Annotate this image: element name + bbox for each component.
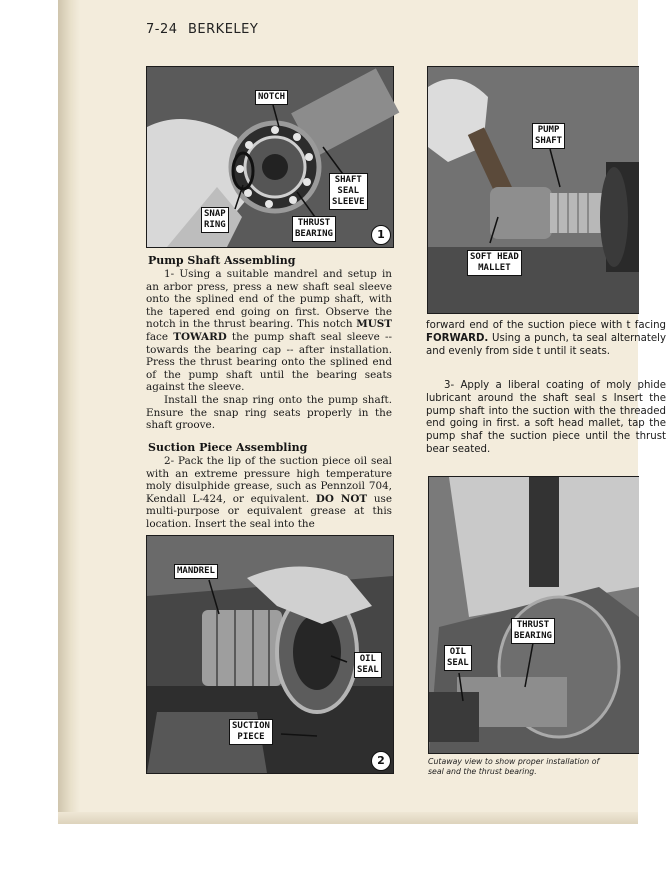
figure-4-drawing bbox=[429, 477, 639, 753]
emphasis-forward: FORWARD. bbox=[426, 332, 489, 344]
text-run: forward end of the suction piece with t facing bbox=[426, 320, 666, 331]
callout-pump-shaft: PUMP SHAFT bbox=[532, 123, 565, 149]
binding-shadow bbox=[58, 0, 80, 824]
callout-notch: NOTCH bbox=[255, 90, 288, 105]
figure-2-number: 2 bbox=[371, 751, 391, 771]
callout-soft-head-mallet: SOFT HEAD MALLET bbox=[467, 250, 522, 276]
figure-4-caption: Cutaway view to show proper installation of seal and the thrust bearing. bbox=[428, 757, 600, 776]
callout-suction-piece: SUCTION PIECE bbox=[229, 719, 273, 745]
callout-thrust-bearing: THRUST BEARING bbox=[292, 216, 336, 242]
text-run: Using a punch, ta seal alternately and evenly from side t until it seats. bbox=[426, 332, 666, 357]
text-run: the pump shaft seal sleeve -- towards the bearing cap -- after installation. Press the thrust bearing onto the splined end of the pump shaft until the bearing seats against the sleeve. bbox=[146, 330, 393, 394]
text-run: 1- Using a suitable mandrel and setup in an arbor press, press a new shaft seal sleeve onto the splined end of the pump shaft, with the tapered end going on first. Observe the notch in the thrust bearing. This notch bbox=[146, 268, 392, 331]
text-run: use multi-purpose or equivalent grease at this location. Insert the seal into the bbox=[146, 492, 393, 530]
callout-shaft-seal-sleeve: SHAFT SEAL SLEEVE bbox=[329, 173, 368, 210]
callout-snap-ring: SNAP RING bbox=[201, 207, 229, 233]
callout-mandrel: MANDREL bbox=[174, 564, 218, 579]
paragraph-step-3: 3- Apply a liberal coating of moly phide lubricant around the shaft seal s Insert the pump shaft into the suction with the threaded end going in first. a soft head mallet, tap the pump shaf the suction piece until the thrust bear seated. bbox=[426, 380, 666, 455]
paragraph-pump-shaft-step-1 bbox=[146, 268, 392, 394]
figure-1-photo bbox=[146, 66, 394, 248]
paragraph-seal-facing-forward bbox=[426, 320, 666, 358]
heading-pump-shaft-assembling: Pump Shaft Assembling bbox=[148, 254, 296, 267]
paragraph-snap-ring: Install the snap ring onto the pump shaft. Ensure the snap ring seats properly in the shaft groove. bbox=[146, 394, 392, 432]
emphasis-toward: TOWARD bbox=[173, 330, 227, 343]
figure-3-drawing bbox=[428, 67, 639, 313]
heading-suction-piece-assembling: Suction Piece Assembling bbox=[148, 441, 308, 454]
emphasis-must: MUST bbox=[356, 318, 392, 331]
callout-thrust-bearing-cutaway: THRUST BEARING bbox=[511, 618, 555, 644]
callout-oil-seal: OIL SEAL bbox=[354, 652, 382, 678]
figure-3-photo bbox=[427, 66, 639, 314]
figure-2-photo bbox=[146, 535, 394, 774]
emphasis-do-not: DO NOT bbox=[315, 492, 368, 505]
callout-oil-seal-cutaway: OIL SEAL bbox=[444, 645, 472, 671]
figure-4-photo bbox=[428, 476, 639, 754]
page-header-title: BERKELEY bbox=[188, 22, 259, 37]
text-run: 2- Pack the lip of the suction piece oil seal with an extreme pressure high temperature moly disulphide grease, such as Pennzoil 704, Kendall L-424, or equivalent. bbox=[146, 455, 392, 505]
figure-1-number: 1 bbox=[371, 225, 391, 245]
page-number: 7-24 bbox=[146, 22, 178, 37]
paragraph-suction-piece-step-2 bbox=[146, 455, 392, 531]
page-bottom-edge bbox=[58, 812, 638, 824]
text-run: face bbox=[146, 330, 174, 343]
